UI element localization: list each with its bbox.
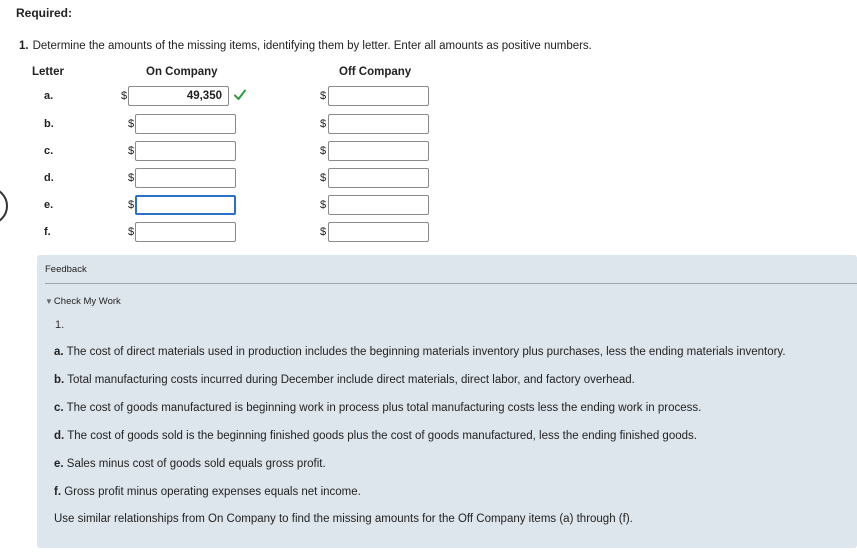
column-header-on-company: On Company [146, 66, 218, 78]
row-letter: a. [44, 90, 54, 102]
feedback-item-text: Gross profit minus operating expenses equals net income. [64, 486, 361, 498]
row-letter: c. [44, 145, 54, 157]
off-company-input-b[interactable] [328, 114, 429, 134]
currency-symbol: $ [320, 226, 327, 238]
row-letter: e. [44, 199, 54, 211]
row-letter: b. [44, 118, 54, 130]
off-company-input-c[interactable] [328, 141, 429, 161]
on-company-input-c[interactable] [135, 141, 236, 161]
feedback-number: 1. [55, 319, 65, 331]
currency-symbol: $ [320, 145, 327, 157]
question-number: 1. [19, 40, 29, 52]
table-row [0, 141, 460, 163]
feedback-item [54, 430, 697, 442]
on-company-input-d[interactable] [135, 168, 236, 188]
feedback-item-label: c. [54, 402, 64, 414]
currency-symbol: $ [128, 226, 135, 238]
feedback-item [54, 486, 361, 498]
feedback-closing: Use similar relationships from On Company to find the missing amounts for the Off Company items (a) through (f). [54, 513, 633, 525]
question-text [19, 40, 592, 52]
check-my-work-label: Check My Work [53, 296, 121, 307]
row-letter: d. [44, 172, 54, 184]
feedback-item-text: The cost of goods sold is the beginning finished goods plus the cost of goods manufactured, less the ending finished goods. [67, 430, 697, 442]
feedback-item-label: a. [54, 346, 64, 358]
feedback-title: Feedback [45, 264, 87, 275]
currency-symbol: $ [128, 145, 135, 157]
feedback-divider [45, 283, 857, 284]
feedback-item-text: The cost of direct materials used in production includes the beginning materials inventory plus purchases, less the ending materials inventory. [66, 346, 786, 358]
currency-symbol: $ [320, 199, 327, 211]
on-company-input-b[interactable] [135, 114, 236, 134]
question-body: Determine the amounts of the missing items, identifying them by letter. Enter all amounts as positive numbers. [32, 40, 592, 52]
currency-symbol: $ [128, 199, 135, 211]
table-row [0, 114, 460, 136]
feedback-item-text: Sales minus cost of goods sold equals gross profit. [66, 458, 326, 470]
feedback-item-label: d. [54, 430, 65, 442]
currency-symbol: $ [320, 118, 327, 130]
row-letter: f. [44, 226, 51, 238]
table-row [0, 86, 460, 108]
feedback-item-text: The cost of goods manufactured is beginning work in process plus total manufacturing costs less the ending work in process. [66, 402, 702, 414]
on-company-input-e[interactable] [135, 195, 236, 215]
off-company-input-e[interactable] [328, 195, 429, 215]
on-company-input-a[interactable] [128, 86, 229, 106]
table-row [0, 195, 460, 217]
check-my-work-toggle[interactable] [45, 296, 121, 307]
currency-symbol: $ [128, 118, 135, 130]
currency-symbol: $ [121, 90, 128, 102]
feedback-item [54, 458, 326, 470]
triangle-down-icon: ▼ [45, 297, 53, 306]
feedback-item-label: b. [54, 374, 65, 386]
column-header-off-company: Off Company [339, 66, 412, 78]
required-heading: Required: [16, 6, 73, 20]
currency-symbol: $ [320, 90, 327, 102]
off-company-input-a[interactable] [328, 86, 429, 106]
off-company-input-d[interactable] [328, 168, 429, 188]
off-company-input-f[interactable] [328, 222, 429, 242]
table-row [0, 168, 460, 190]
table-row [0, 222, 460, 244]
feedback-item-text: Total manufacturing costs incurred during December include direct materials, direct labor, and factory overhead. [67, 374, 635, 386]
on-company-input-f[interactable] [135, 222, 236, 242]
correct-check-icon [233, 88, 247, 102]
column-header-letter: Letter [32, 66, 64, 78]
currency-symbol: $ [320, 172, 327, 184]
feedback-item [54, 402, 701, 414]
feedback-item-label: f. [54, 486, 62, 498]
currency-symbol: $ [128, 172, 135, 184]
feedback-item [54, 374, 635, 386]
feedback-panel [37, 255, 857, 548]
feedback-item [54, 346, 786, 358]
feedback-item-label: e. [54, 458, 64, 470]
